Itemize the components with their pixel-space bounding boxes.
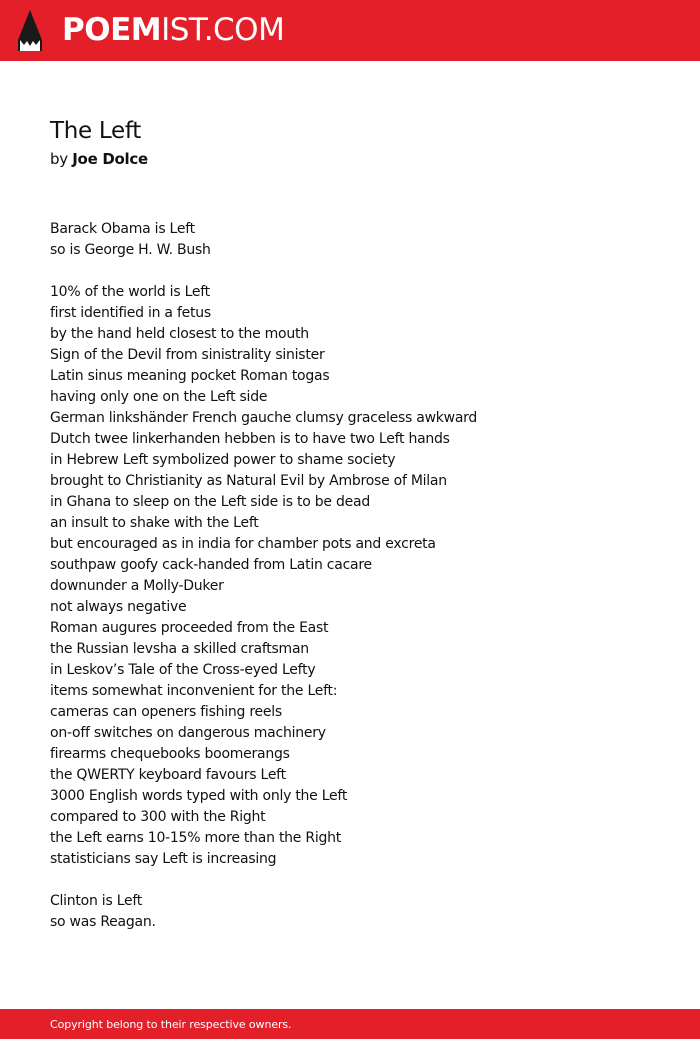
site-footer	[0, 1009, 700, 1039]
poem-line: cameras can openers fishing reels	[50, 704, 282, 720]
by-label: by	[50, 150, 68, 168]
poem-line: in Leskov’s Tale of the Cross-eyed Lefty	[50, 662, 316, 678]
logo-bold-text: POEM	[62, 12, 162, 48]
poem-line: compared to 300 with the Right	[50, 809, 266, 825]
poem-line: in Ghana to sleep on the Left side is to be dead	[50, 494, 370, 510]
poem-line: on-off switches on dangerous machinery	[50, 725, 326, 741]
poem-line: Sign of the Devil from sinistrality sinister	[50, 347, 325, 363]
poem-line: so was Reagan.	[50, 914, 156, 930]
pencil-tip-icon	[18, 10, 42, 51]
poem-line: so is George H. W. Bush	[50, 242, 211, 258]
poem-line: but encouraged as in india for chamber pots and excreta	[50, 536, 436, 552]
poem-line: not always negative	[50, 599, 187, 615]
poem-line: having only one on the Left side	[50, 389, 268, 405]
poem-line: German linkshänder French gauche clumsy graceless awkward	[50, 410, 478, 426]
poem-line: first identified in a fetus	[50, 305, 211, 321]
poem-line: items somewhat inconvenient for the Left:	[50, 683, 338, 699]
poem-line: Dutch twee linkerhanden hebben is to have two Left hands	[50, 431, 450, 447]
copyright-notice: Copyright belong to their respective owners.	[50, 1018, 292, 1031]
poem-author: Joe Dolce	[72, 150, 148, 168]
poem-line: the Left earns 10-15% more than the Right	[50, 830, 341, 846]
poem-line: Latin sinus meaning pocket Roman togas	[50, 368, 330, 384]
poem-body	[50, 219, 670, 933]
site-logo[interactable]	[62, 12, 284, 48]
poem-line: statisticians say Left is increasing	[50, 851, 277, 867]
poem-line: in Hebrew Left symbolized power to shame society	[50, 452, 396, 468]
poem-line: an insult to shake with the Left	[50, 515, 259, 531]
poem-line: firearms chequebooks boomerangs	[50, 746, 290, 762]
poem-line: downunder a Molly-Duker	[50, 578, 224, 594]
poem-stanza	[50, 891, 670, 933]
poem-stanza	[50, 219, 670, 261]
poem-line: Clinton is Left	[50, 893, 143, 909]
poem-line: the QWERTY keyboard favours Left	[50, 767, 286, 783]
poem-line: brought to Christianity as Natural Evil by Ambrose of Milan	[50, 473, 447, 489]
poem-byline	[50, 148, 148, 170]
logo-light-text: IST.COM	[161, 12, 285, 48]
poem-line: by the hand held closest to the mouth	[50, 326, 309, 342]
poem-line: southpaw goofy cack-handed from Latin cacare	[50, 557, 372, 573]
poem-title: The Left	[50, 118, 141, 144]
poem-stanza	[50, 282, 670, 870]
poem-line: 10% of the world is Left	[50, 284, 210, 300]
poem-line: 3000 English words typed with only the Left	[50, 788, 348, 804]
poem-line: Roman augures proceeded from the East	[50, 620, 329, 636]
poem-line: Barack Obama is Left	[50, 221, 195, 237]
poem-line: the Russian levsha a skilled craftsman	[50, 641, 309, 657]
site-header	[0, 0, 700, 61]
